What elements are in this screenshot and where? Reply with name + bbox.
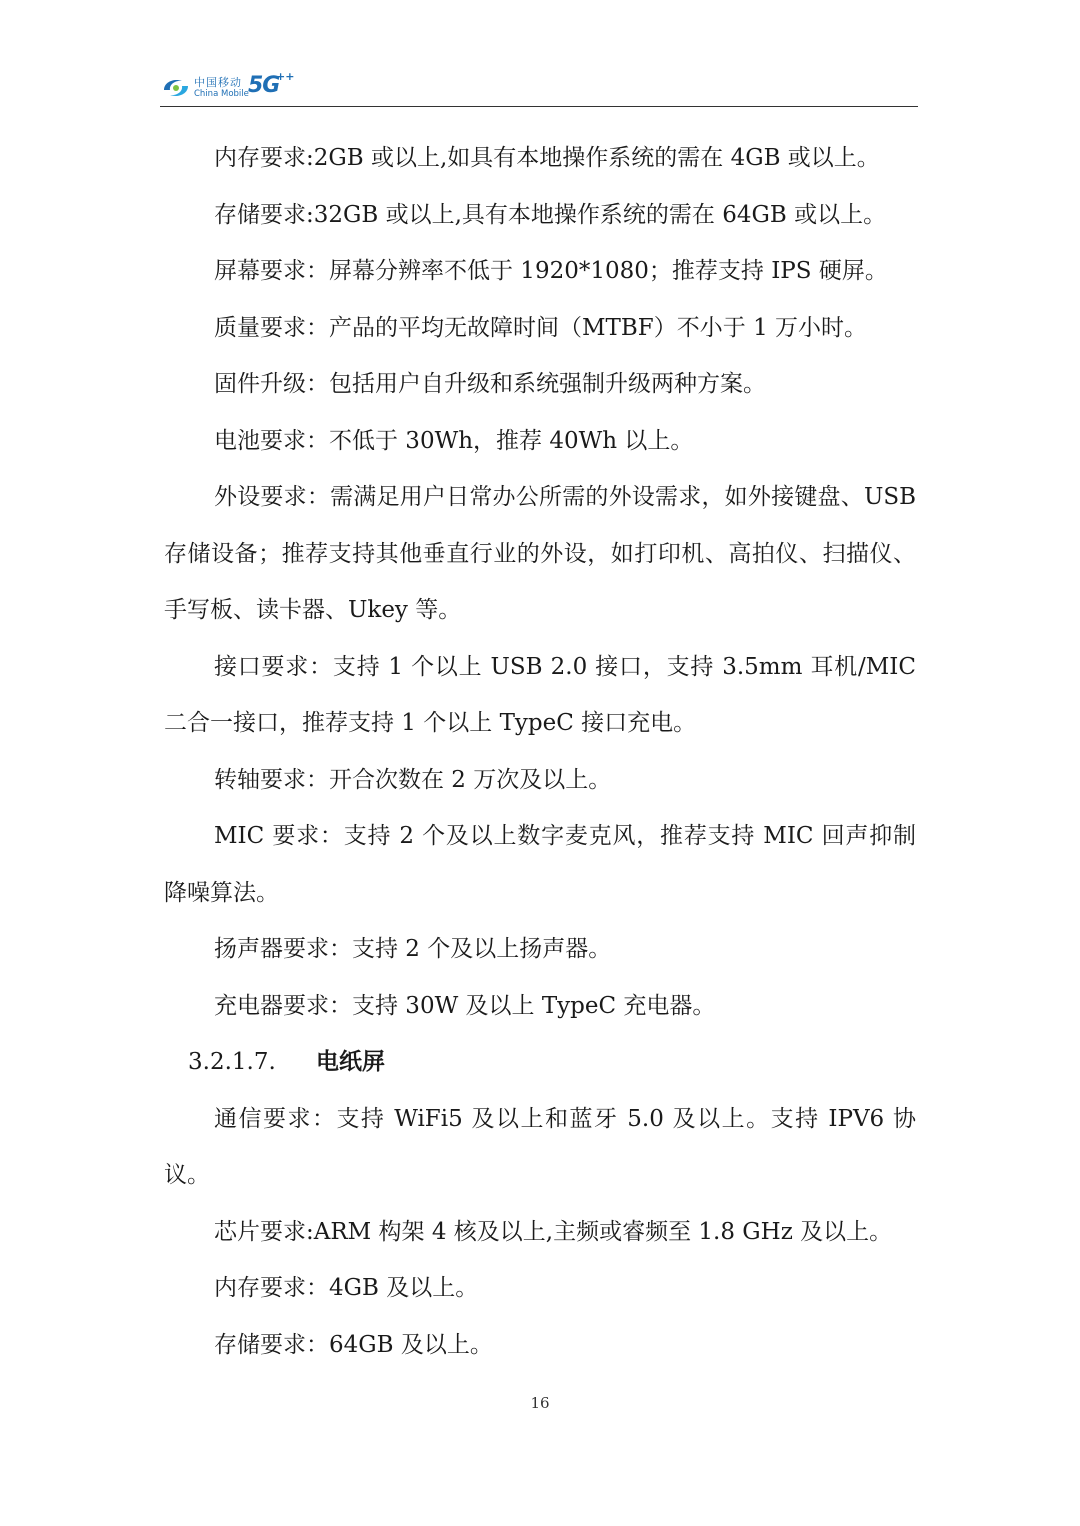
page-header xyxy=(162,70,918,108)
page-number: 16 xyxy=(530,1394,550,1412)
paragraph: 扬声器要求：支持 2 个及以上扬声器。 xyxy=(214,936,612,962)
paragraph: 电池要求：不低于 30Wh，推荐 40Wh 以上。 xyxy=(214,427,694,454)
paragraph: 存储要求：64GB 及以上。 xyxy=(214,1331,493,1358)
document-body xyxy=(164,130,916,1373)
logo-5g: 5G xyxy=(248,73,280,98)
paragraph: 质量要求：产品的平均无故障时间（MTBF）不小于 1 万小时。 xyxy=(214,314,868,341)
paragraph: 充电器要求：支持 30W 及以上 TypeC 充电器。 xyxy=(214,992,716,1019)
section-number: 3.2.1.7. xyxy=(188,1049,276,1075)
header-divider xyxy=(160,106,918,107)
paragraph: MIC 要求：支持 2 个及以上数字麦克风，推荐支持 MIC 回声抑制降噪算法。 xyxy=(164,823,916,906)
paragraph: 转轴要求：开合次数在 2 万次及以上。 xyxy=(214,766,612,793)
paragraph: 外设要求：需满足用户日常办公所需的外设需求，如外接键盘、USB 存储设备；推荐支持其他垂直行业的外设，如打印机、高拍仪、扫描仪、手写板、读卡器、Ukey 等。 xyxy=(164,484,916,623)
paragraph: 内存要求：4GB 及以上。 xyxy=(214,1275,479,1301)
paragraph: 屏幕要求：屏幕分辨率不低于 1920*1080；推荐支持 IPS 硬屏。 xyxy=(214,258,888,284)
paragraph: 固件升级：包括用户自升级和系统强制升级两种方案。 xyxy=(214,371,766,397)
section-title: 电纸屏 xyxy=(316,1049,385,1075)
logo-5g-plus: ++ xyxy=(276,70,295,83)
china-mobile-logo-icon xyxy=(162,76,190,100)
paragraph: 通信要求：支持 WiFi5 及以上和蓝牙 5.0 及以上。支持 IPV6 协议。 xyxy=(164,1105,916,1188)
paragraph: 内存要求:2GB 或以上,如具有本地操作系统的需在 4GB 或以上。 xyxy=(214,145,880,171)
section-heading xyxy=(164,1034,916,1091)
paragraph: 接口要求：支持 1 个以上 USB 2.0 接口，支持 3.5mm 耳机/MIC 二合一接口，推荐支持 1 个以上 TypeC 接口充电。 xyxy=(164,653,916,736)
logo-text-en: China Mobile xyxy=(194,89,249,99)
paragraph: 芯片要求:ARM 构架 4 核及以上,主频或睿频至 1.8 GHz 及以上。 xyxy=(214,1218,893,1245)
logo-text-cn: 中国移动 xyxy=(194,76,242,89)
paragraph: 存储要求:32GB 或以上,具有本地操作系统的需在 64GB 或以上。 xyxy=(214,201,887,228)
